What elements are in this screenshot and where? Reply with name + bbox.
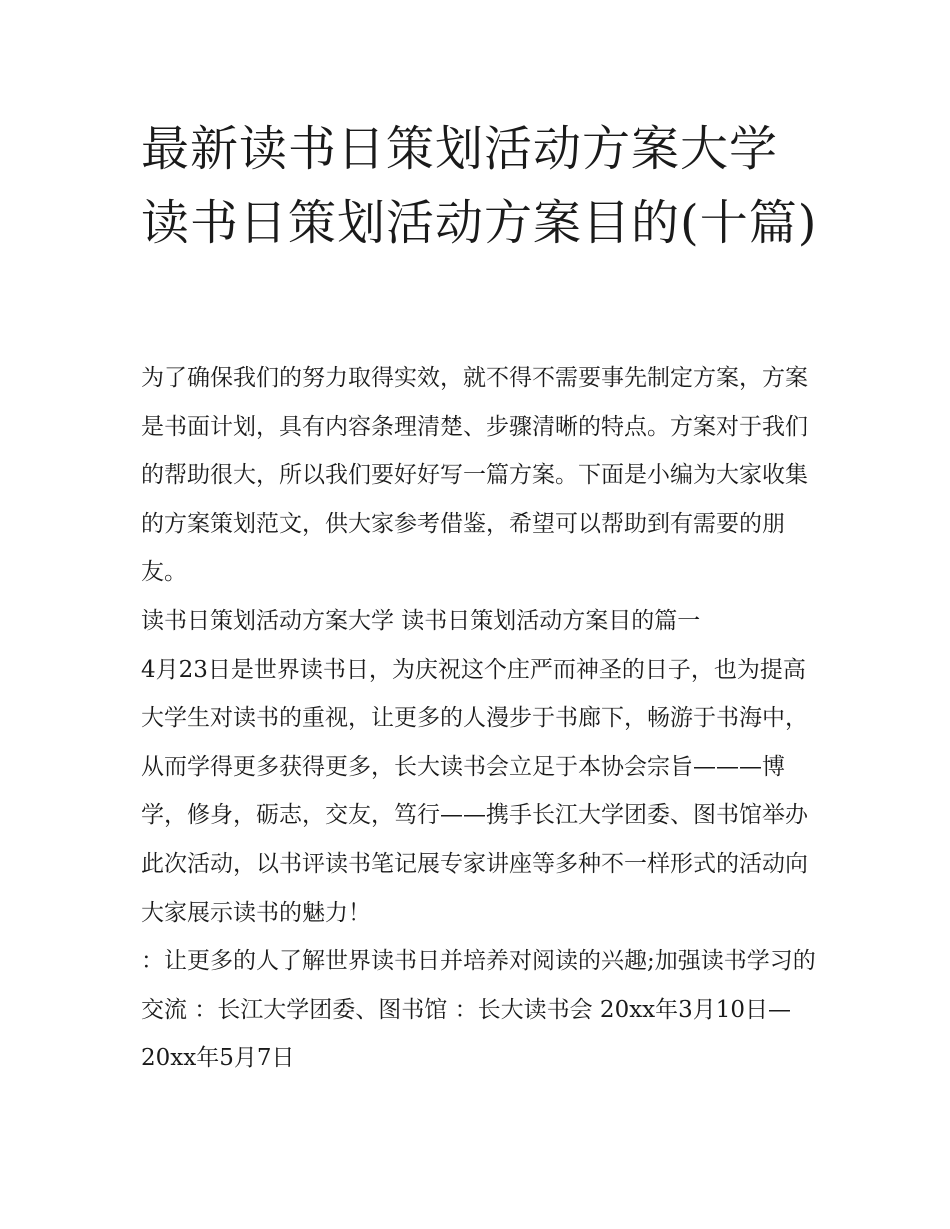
body-paragraph: 4月23日是世界读书日，为庆祝这个庄严而神圣的日子，也为提高大学生对读书的重视，让更多的人漫步于书廊下，畅游于书海中，从而学得更多获得更多，长大读书会立足于本协会宗旨———博学，修身，砺志，交友，笃行——携手长江大学团委、图书馆举办此次活动，以书评读书笔记展专家讲座等多种不一样形式的活动向大家展示读书的魅力！ xyxy=(141,656,808,926)
document-body xyxy=(141,354,821,1083)
section-heading: 读书日策划活动方案大学 读书日策划活动方案目的篇一 xyxy=(141,607,701,634)
intro-paragraph: 为了确保我们的努力取得实效，就不得不需要事先制定方案，方案是书面计划，具有内容条理清楚、步骤清晰的特点。方案对于我们的帮助很大，所以我们要好好写一篇方案。下面是小编为大家收集的方案策划范文，供大家参考借鉴，希望可以帮助到有需要的朋友。 xyxy=(141,365,808,586)
document-title: 最新读书日策划活动方案大学读书日策划活动方案目的(十篇) xyxy=(141,121,818,251)
body-paragraph: ：让更多的人了解世界读书日并培养对阅读的兴趣;加强读书学习的交流 ：长江大学团委、图书馆 ：长大读书会 20xx年3月10日—20xx年5月7日 xyxy=(141,948,816,1072)
